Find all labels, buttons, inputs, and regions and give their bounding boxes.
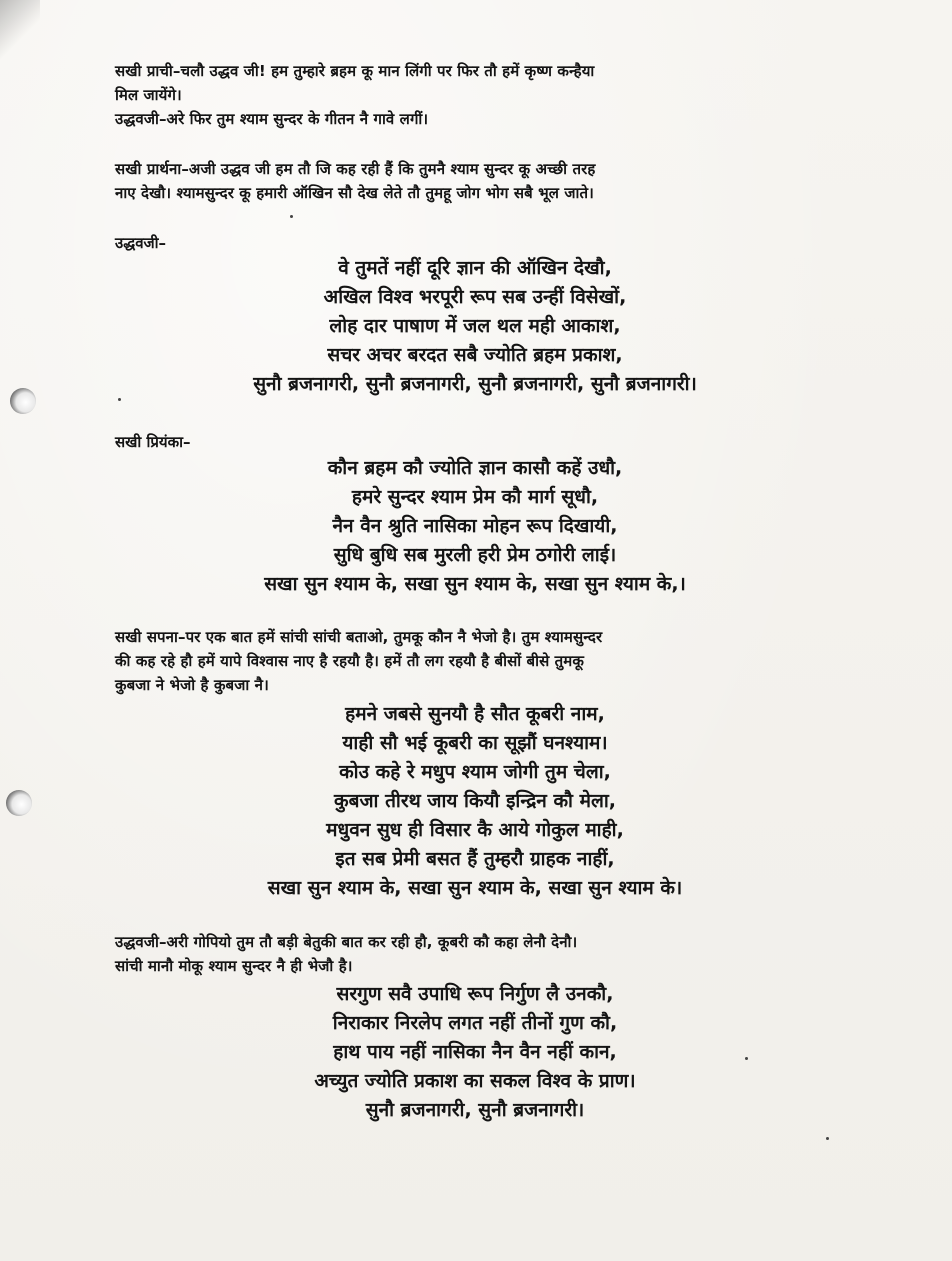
dialogue-uddhav-2 (115, 930, 855, 978)
speaker-uddhav: उद्धवजी– (115, 234, 167, 252)
verse-line: नैन वैन श्रुति नासिका मोहन रूप दिखायी, (332, 515, 618, 537)
verse-line: सखा सुन श्याम के, सखा सुन श्याम के, सखा सुन श्याम के,। (264, 573, 686, 595)
verse-line: हमने जबसे सुनयौ है सौत कूबरी नाम, (345, 703, 605, 725)
verse-line: निराकार निरलेप लगत नहीं तीनों गुण कौ, (332, 1012, 618, 1034)
text-line: नाए देखौ। श्यामसुन्दर कू हमारी ऑखिन सौ देख लेते तौ तुमहू जोग भोग सबै भूल जाते। (115, 184, 594, 202)
verse-line: हाथ पाय नहीं नासिका नैन वैन नहीं कान, (333, 1041, 617, 1063)
scan-speck (745, 1057, 748, 1060)
verse-line: अच्युत ज्योति प्रकाश का सकल विश्व के प्राण। (314, 1070, 636, 1092)
text-line: उद्धवजी–अरे फिर तुम श्याम सुन्दर के गीतन नै गावे लगीं। (115, 110, 429, 128)
dialogue-prarthana (115, 157, 855, 205)
dialogue-sapna (115, 625, 855, 697)
verse-line: सखा सुन श्याम के, सखा सुन श्याम के, सखा सुन श्याम के। (267, 877, 683, 899)
verse-line: कौन ब्रहम कौ ज्योति ज्ञान कासौ कहें उधौ, (327, 457, 623, 479)
verse-line: इत सब प्रेमी बसत हैं तुम्हरौ ग्राहक नाहीं, (335, 848, 615, 870)
verse-line: सरगुण सवै उपाधि रूप निर्गुण लै उनकौ, (336, 983, 614, 1005)
scan-speck (290, 215, 293, 218)
verse-line: सचर अचर बरदत सबै ज्योति ब्रहम प्रकाश, (327, 344, 623, 366)
verse-line: सुनौ ब्रजनागरी, सुनौ ब्रजनागरी, सुनौ ब्रजनागरी, सुनौ ब्रजनागरी। (253, 373, 697, 395)
verse-priyanka (115, 454, 835, 599)
text-line: उद्धवजी–अरी गोपियो तुम तौ बड़ी बेतुकी बात कर रही हौ, कूबरी कौ कहा लेनौ देनौ। (115, 933, 578, 951)
verse-line: मधुवन सुध ही विसार कै आये गोकुल माही, (326, 819, 624, 841)
text-line: मिल जायेंगे। (115, 86, 182, 104)
verse-line: हमरे सुन्दर श्याम प्रेम कौ मार्ग सूधौ, (351, 486, 599, 508)
text-line: कुबजा ने भेजो है कुबजा नै। (115, 676, 269, 694)
scan-speck (826, 1137, 829, 1140)
punch-hole-top (10, 388, 36, 414)
text-line: सखी सपना–पर एक बात हमें सांची सांची बताओ, तुमकू कौन नै भेजो है। तुम श्यामसुन्दर (115, 628, 603, 646)
verse-line: सुनौ ब्रजनागरी, सुनौ ब्रजनागरी। (365, 1099, 585, 1121)
text-line: सांची मानौ मोकू श्याम सुन्दर नै ही भेजौ है। (115, 957, 353, 975)
verse-sapna (115, 700, 835, 903)
text-line: सखी प्राची–चलौ उद्धव जी! हम तुम्हारे ब्रहम कू मान लिंगी पर फिर तौ हमें कृष्ण कन्हैया (115, 62, 595, 80)
dialogue-prachi (115, 59, 855, 131)
verse-line: याही सौ भई कूबरी का सूझौं घनश्याम। (342, 732, 608, 754)
verse-uddhav-2 (115, 980, 835, 1125)
verse-line: कुबजा तीरथ जाय कियौ इन्द्रिन कौ मेला, (334, 790, 616, 812)
verse-line: वे तुमतें नहीं दूरि ज्ञान की ऑखिन देखौ, (338, 257, 612, 279)
verse-uddhav (115, 254, 835, 399)
scan-speck (118, 398, 121, 401)
verse-line: लोह दार पाषाण में जल थल मही आकाश, (329, 315, 621, 337)
punch-hole-bottom (6, 790, 32, 816)
verse-line: कोउ कहे रे मधुप श्याम जोगी तुम चेला, (339, 761, 611, 783)
speaker-priyanka: सखी प्रियंका– (115, 433, 191, 451)
text-line: की कह रहे हौ हमें यापे विश्वास नाए है रहयौ है। हमें तौ लग रहयौ है बीसों बीसे तुमकू (115, 652, 584, 670)
page-corner-shadow (0, 0, 40, 60)
verse-line: सुधि बुधि सब मुरली हरी प्रेम ठगोरी लाई। (333, 544, 617, 566)
text-line: सखी प्रार्थना–अजी उद्धव जी हम तौ जि कह रही हैं कि तुमनै श्याम सुन्दर कू अच्छी तरह (115, 160, 596, 178)
verse-line: अखिल विश्व भरपूरी रूप सब उन्हीं विसेखों, (323, 286, 627, 308)
